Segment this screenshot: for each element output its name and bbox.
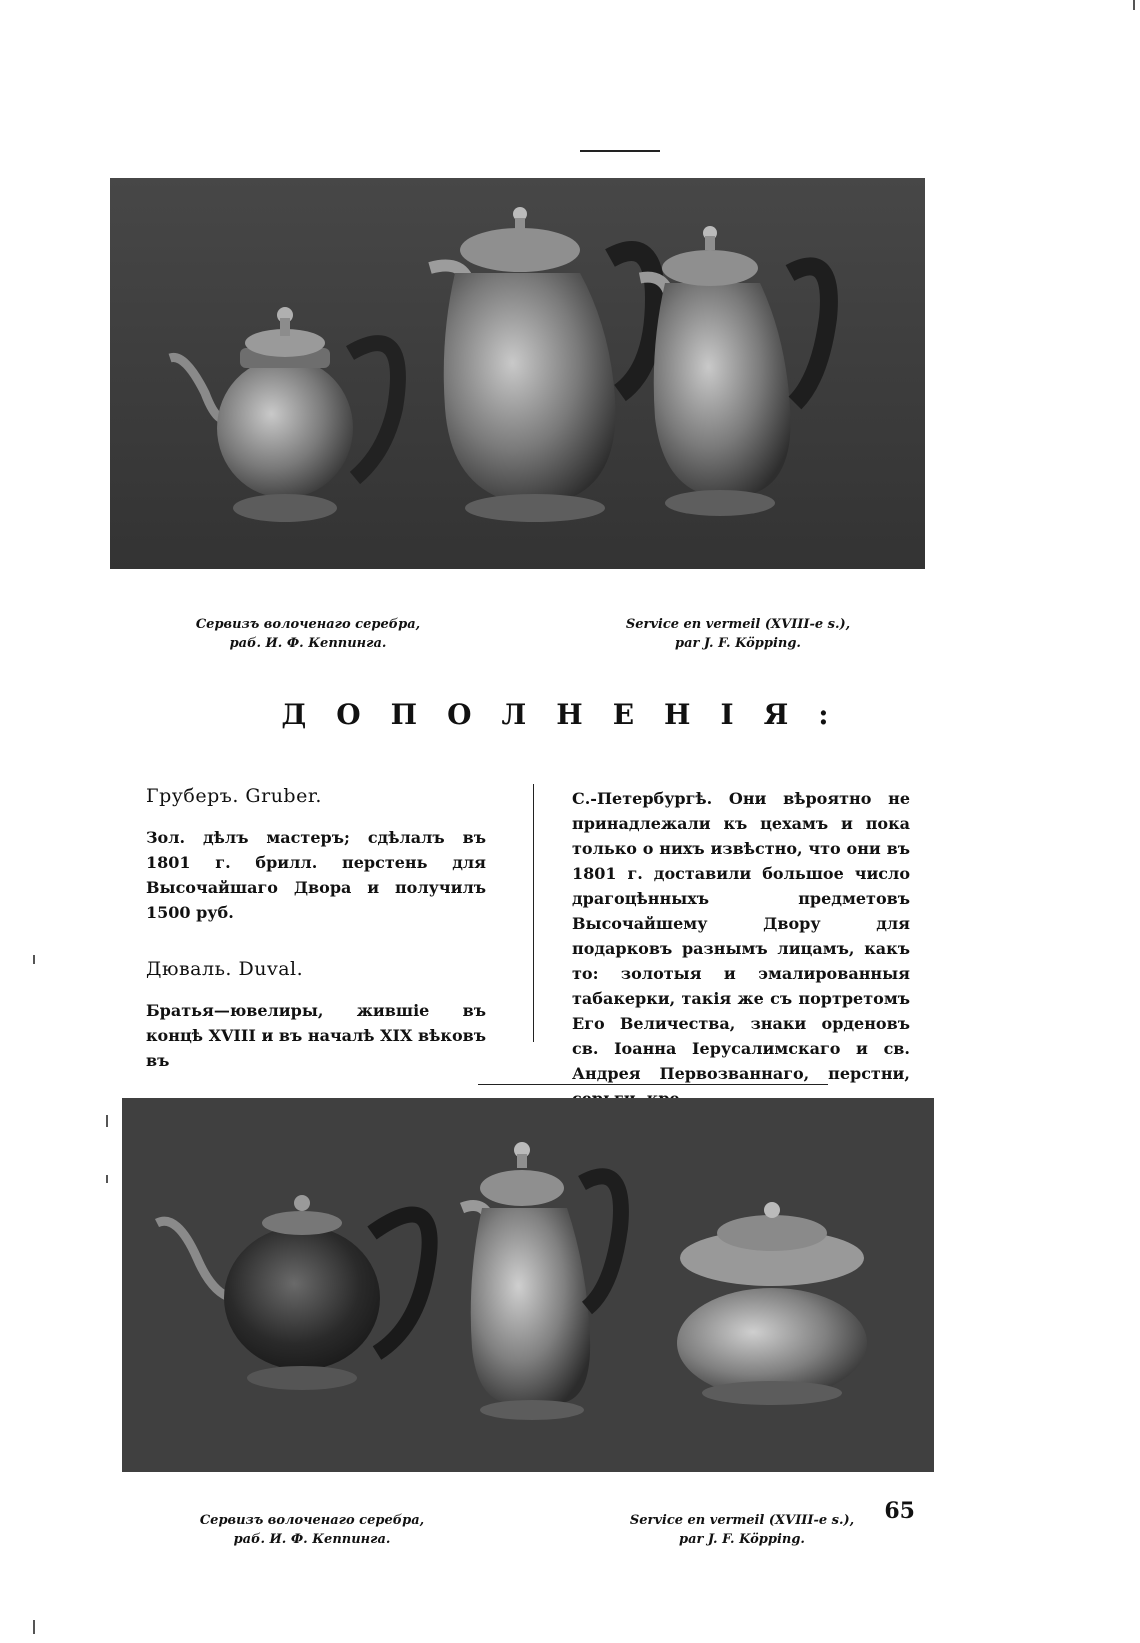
caption-line: Service en vermeil (XVIII-e s.), — [629, 1513, 855, 1528]
bottom-caption-french — [602, 1511, 882, 1549]
entry-title-gruber: Груберъ. Gruber. — [146, 785, 322, 807]
scan-mark — [106, 1115, 108, 1127]
section-heading: ДОПОЛНЕНІЯ: — [281, 698, 859, 731]
top-caption-french — [598, 615, 878, 653]
caption-line: Сервизъ волоченаго серебра, — [199, 1513, 425, 1528]
entry-body-duval: Братья—ювелиры, жившіе въ концѣ XVIII и въ началѣ XIX вѣковъ въ — [146, 1001, 486, 1070]
top-silver-service-photo — [110, 178, 925, 569]
caption-line: par J. F. Köpping. — [675, 636, 801, 651]
top-caption-russian — [188, 615, 428, 653]
right-column — [572, 786, 910, 1111]
top-rule — [580, 150, 660, 152]
page-number: 65 — [884, 1498, 915, 1524]
scan-mark — [33, 1620, 35, 1634]
caption-line: Service en vermeil (XVIII-e s.), — [625, 617, 851, 632]
caption-line: par J. F. Köpping. — [679, 1532, 805, 1547]
column-divider — [533, 784, 534, 1042]
caption-line: раб. И. Ф. Кеппинга. — [229, 636, 387, 651]
bottom-silver-service-photo — [122, 1098, 934, 1472]
scan-mark — [1133, 0, 1135, 10]
scan-mark — [106, 1175, 108, 1183]
bottom-rule — [478, 1084, 828, 1085]
entry-title-duval: Дюваль. Duval. — [146, 958, 304, 980]
scan-mark — [33, 955, 35, 964]
left-column — [146, 784, 486, 1105]
entry-body-gruber: Зол. дѣлъ мастеръ; сдѣлалъ въ 1801 г. брилл. перстень для Высочайшаго Двора и получилъ 1500 руб. — [146, 828, 486, 922]
caption-line: раб. И. Ф. Кеппинга. — [233, 1532, 391, 1547]
entry-body-duval-continued: С.-Петербургѣ. Они вѣроятно не принадлежали къ цехамъ и пока только о нихъ извѣстно, что они въ 1801 г. доставили большое число драгоцѣнныхъ предметовъ Высочайшему Двору для подарковъ разнымъ лицамъ, какъ то: золотыя и эмалированныя табакерки, такія же съ портретомъ Его Величества, знаки орденовъ св. Іоанна Іерусалимскаго и св. Андрея Первозваннаго, перстни, — [572, 789, 910, 1083]
caption-line: Сервизъ волоченаго серебра, — [195, 617, 421, 632]
bottom-caption-russian — [192, 1511, 432, 1549]
